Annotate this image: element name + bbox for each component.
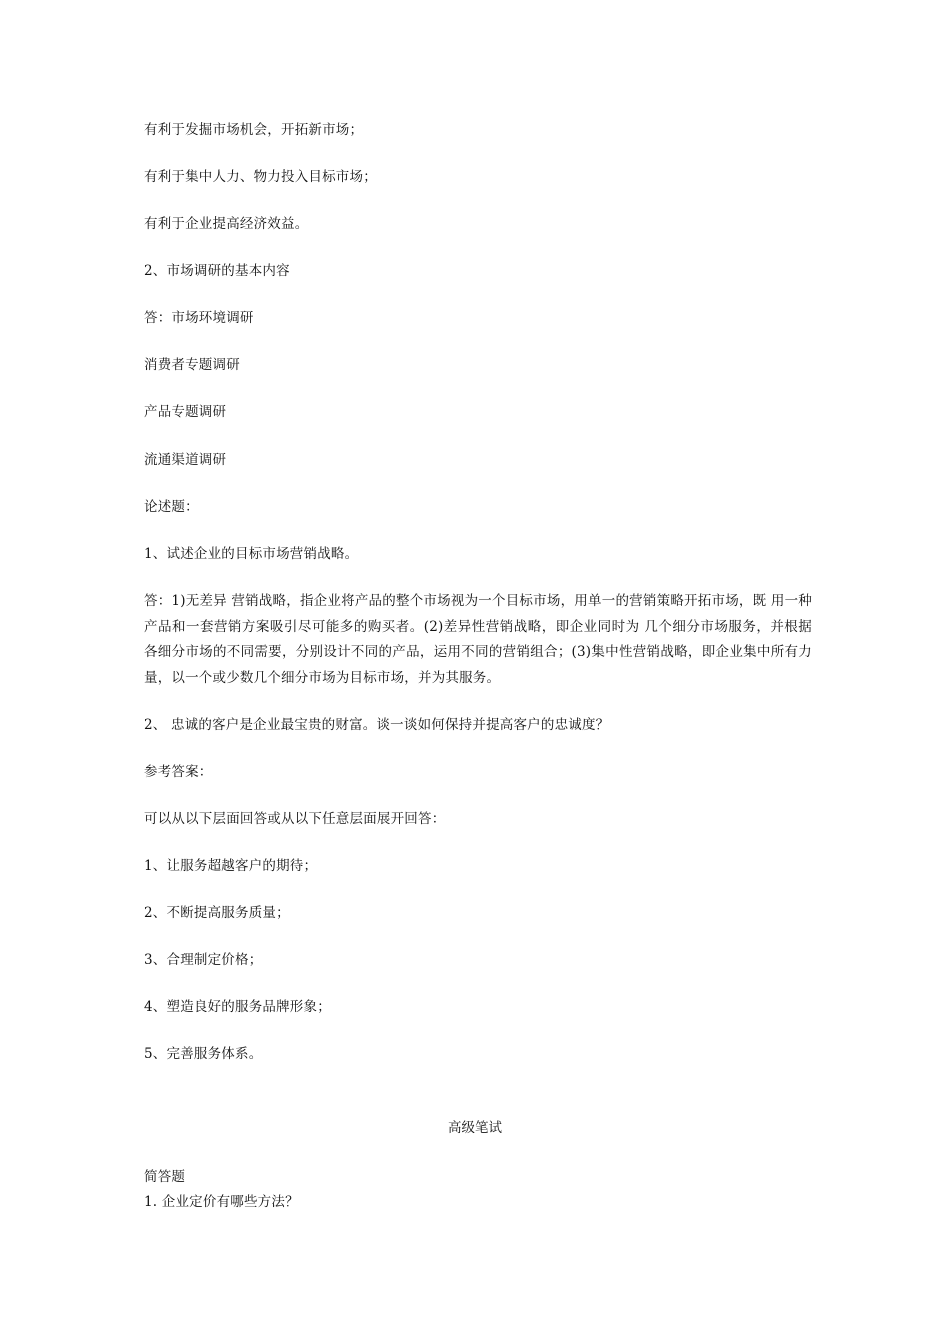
text-line: 有利于企业提高经济效益。 xyxy=(144,216,309,232)
list-item: 1、让服务超越客户的期待； xyxy=(144,858,318,874)
question-heading: 2、 忠诚的客户是企业最宝贵的财富。谈一谈如何保持并提高客户的忠诚度？ xyxy=(144,717,610,733)
question-heading: 1. 企业定价有哪些方法？ xyxy=(144,1194,299,1210)
text-line: 可以从以下层面回答或从以下任意层面展开回答： xyxy=(144,811,446,827)
section-title: 高级笔试 xyxy=(448,1120,502,1136)
text-line: 有利于发掘市场机会，开拓新市场； xyxy=(144,122,364,138)
text-line: 有利于集中人力、物力投入目标市场； xyxy=(144,169,377,185)
list-item: 3、合理制定价格； xyxy=(144,952,263,968)
list-item: 5、完善服务体系。 xyxy=(144,1046,263,1062)
text-line: 流通渠道调研 xyxy=(144,452,227,468)
text-line: 消费者专题调研 xyxy=(144,357,240,373)
subsection-label: 简答题 xyxy=(144,1169,186,1185)
list-item: 2、不断提高服务质量； xyxy=(144,905,290,921)
section-heading: 论述题： xyxy=(144,499,199,515)
text-line: 产品专题调研 xyxy=(144,404,227,420)
text-line: 2、市场调研的基本内容 xyxy=(144,263,290,279)
text-line: 参考答案： xyxy=(144,764,213,780)
question-heading: 1、试述企业的目标市场营销战略。 xyxy=(144,546,359,562)
text-line: 答：市场环境调研 xyxy=(144,310,254,326)
list-item: 4、塑造良好的服务品牌形象； xyxy=(144,999,331,1015)
answer-paragraph: 答：1)无差异 营销战略，指企业将产品的整个市场视为一个目标市场，用单一的营销策略开拓市场，既 用一种产品和一套营销方案吸引尽可能多的购买者。(2)差异性营销战略，即企业同时为 几个细分市场服务，并根据各细分市场的不同需要，分别设计不同的产品，运用不同的营销组合；(3)集中性营销战略，即企业集中所有力量，以一个或少数几个细分市场为目标市场，并为其服务。 xyxy=(144,593,812,686)
